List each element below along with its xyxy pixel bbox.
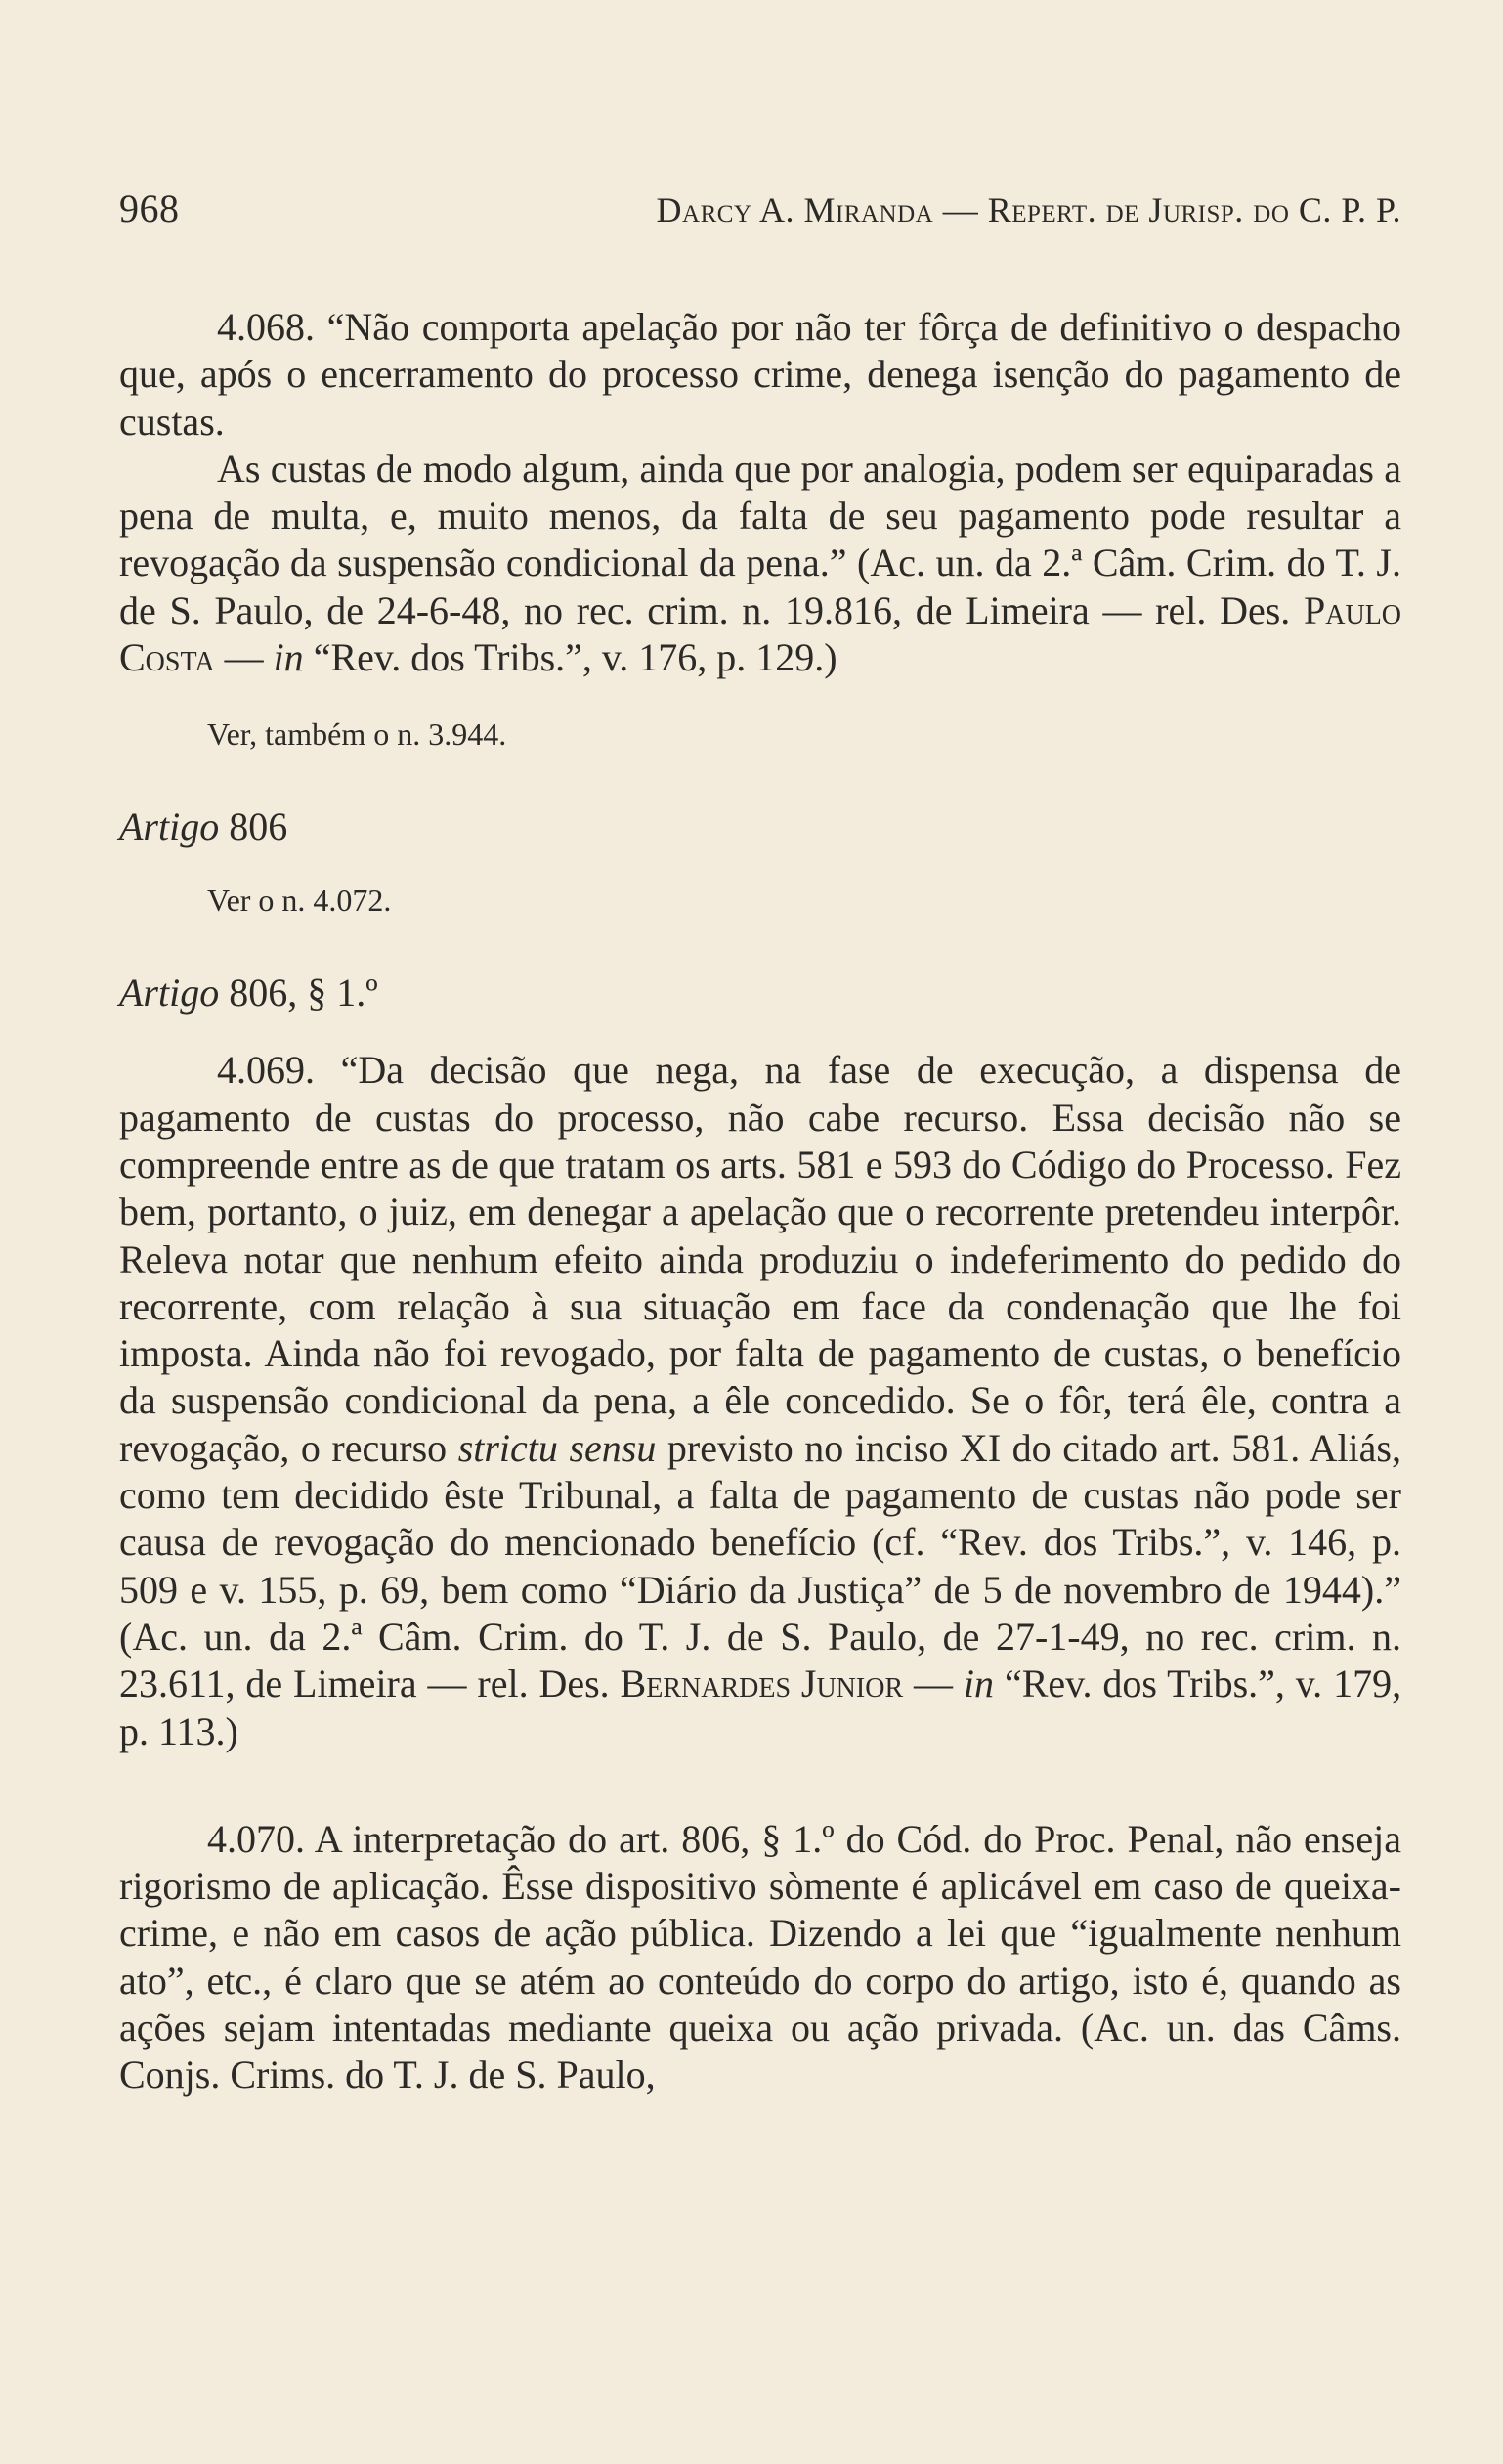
running-head — [119, 186, 1401, 232]
in-word: in — [963, 1662, 995, 1707]
see-note: Ver o n. 4.072. — [207, 883, 392, 919]
artigo-word: Artigo — [119, 971, 220, 1016]
citation: “Rev. dos Tribs.”, v. 176, p. 129.) — [313, 635, 837, 680]
entry-text: A interpretação do art. 806, § 1.º do Cód. do Proc. Penal, não enseja rigorismo de aplicação. Êsse dispositivo sòmente é aplicável em caso de queixa-crime, e não em casos de ação pública. Dizendo a lei que “igualmente nenhum ato”, etc., é claro que se atém ao conteúdo do corpo do artigo, isto é, quando as ações sejam intentadas mediante queixa ou ação privada. (Ac. un. das Câms. Conjs. Crims. do T. J. de S. Paulo, — [119, 1816, 1401, 2097]
artigo-number: 806 — [229, 804, 288, 849]
dash: — — [224, 635, 264, 680]
entry-number: 4.070. — [207, 1816, 305, 1861]
entry-text: “Não comporta apelação por não ter fôrça de definitivo o despacho que, após o encerramento do processo crime, denega isenção do pagamento de custas. — [119, 305, 1401, 444]
entry-4069 — [119, 1047, 1401, 1754]
judge-name: Paulo Costa — [119, 587, 1402, 680]
dash: — — [914, 1662, 954, 1707]
artigo-806-heading — [119, 803, 1401, 849]
artigo-number: 806, § 1.º — [229, 971, 378, 1016]
artigo-806-1-heading — [119, 970, 1401, 1016]
citation: “Rev. dos Tribs.”, v. 179, p. 113.) — [119, 1662, 1402, 1753]
entry-4068 — [119, 304, 1401, 681]
running-title: Darcy A. Miranda — Repert. de Jurisp. do C. P. P. — [656, 191, 1401, 230]
entry-4069-para — [119, 1047, 1401, 1754]
entry-4068-para1 — [119, 304, 1401, 446]
in-word: in — [273, 635, 304, 680]
judge-name: Bernardes Junior — [620, 1662, 904, 1707]
entry-text: As custas de modo algum, ainda que por analogia, podem ser equiparadas a pena de multa, e, muito menos, da falta de seu pagamento pode resultar a revogação da suspensão condicional da pena.” (Ac. un. da 2.ª Câm. Crim. do T. J. de S. Paulo, de 24-6-48, no rec. crim. n. 19.816, de Limeira — rel. Des. — [119, 446, 1401, 632]
entry-text: “Da decisão que nega, na fase de execução, a dispensa de pagamento de custas do processo, não cabe recurso. Essa decisão não se compreende entre as de que tratam os arts. 581 e 593 do Código do Processo. Fez bem, portanto, o juiz, em denegar a apelação que o recorrente pretendeu interpôr. Releva notar que nenhum efeito ainda produziu o indeferimento do pedido do recorrente, com relação à sua situação em face da condenação que lhe foi imposta. Ainda não foi revogado, por falta de pagamento de custas, o benefício da suspensão condicional da pena, a êle concedido. Se o fôr, terá êle, contra a revogação, o recurso — [119, 1048, 1402, 1470]
artigo-word: Artigo — [119, 804, 220, 849]
entry-number: 4.069. — [217, 1048, 315, 1093]
page-number: 968 — [119, 187, 180, 231]
entry-4068-para2 — [119, 446, 1401, 681]
entry-4070 — [119, 1816, 1401, 2099]
see-also-note: Ver, também o n. 3.944. — [207, 716, 507, 753]
book-page — [119, 186, 1401, 2099]
latin-term: strictu sensu — [457, 1425, 657, 1470]
entry-number: 4.068. — [217, 305, 315, 349]
entry-text: previsto no inciso XI do citado art. 581. Aliás, como tem decidido êste Tribunal, a falta de pagamento de custas não pode ser causa de revogação do mencionado benefício (cf. “Rev. dos Tribs.”, v. 146, p. 509 e v. 155, p. 69, bem como “Diário da Justiça” de 5 de novembro de 1944).” (Ac. un. da 2.ª Câm. Crim. do T. J. de S. Paulo, de 27-1-49, no rec. crim. n. 23.611, de Limeira — rel. Des. — [119, 1425, 1401, 1707]
entry-4070-para — [119, 1816, 1401, 2099]
